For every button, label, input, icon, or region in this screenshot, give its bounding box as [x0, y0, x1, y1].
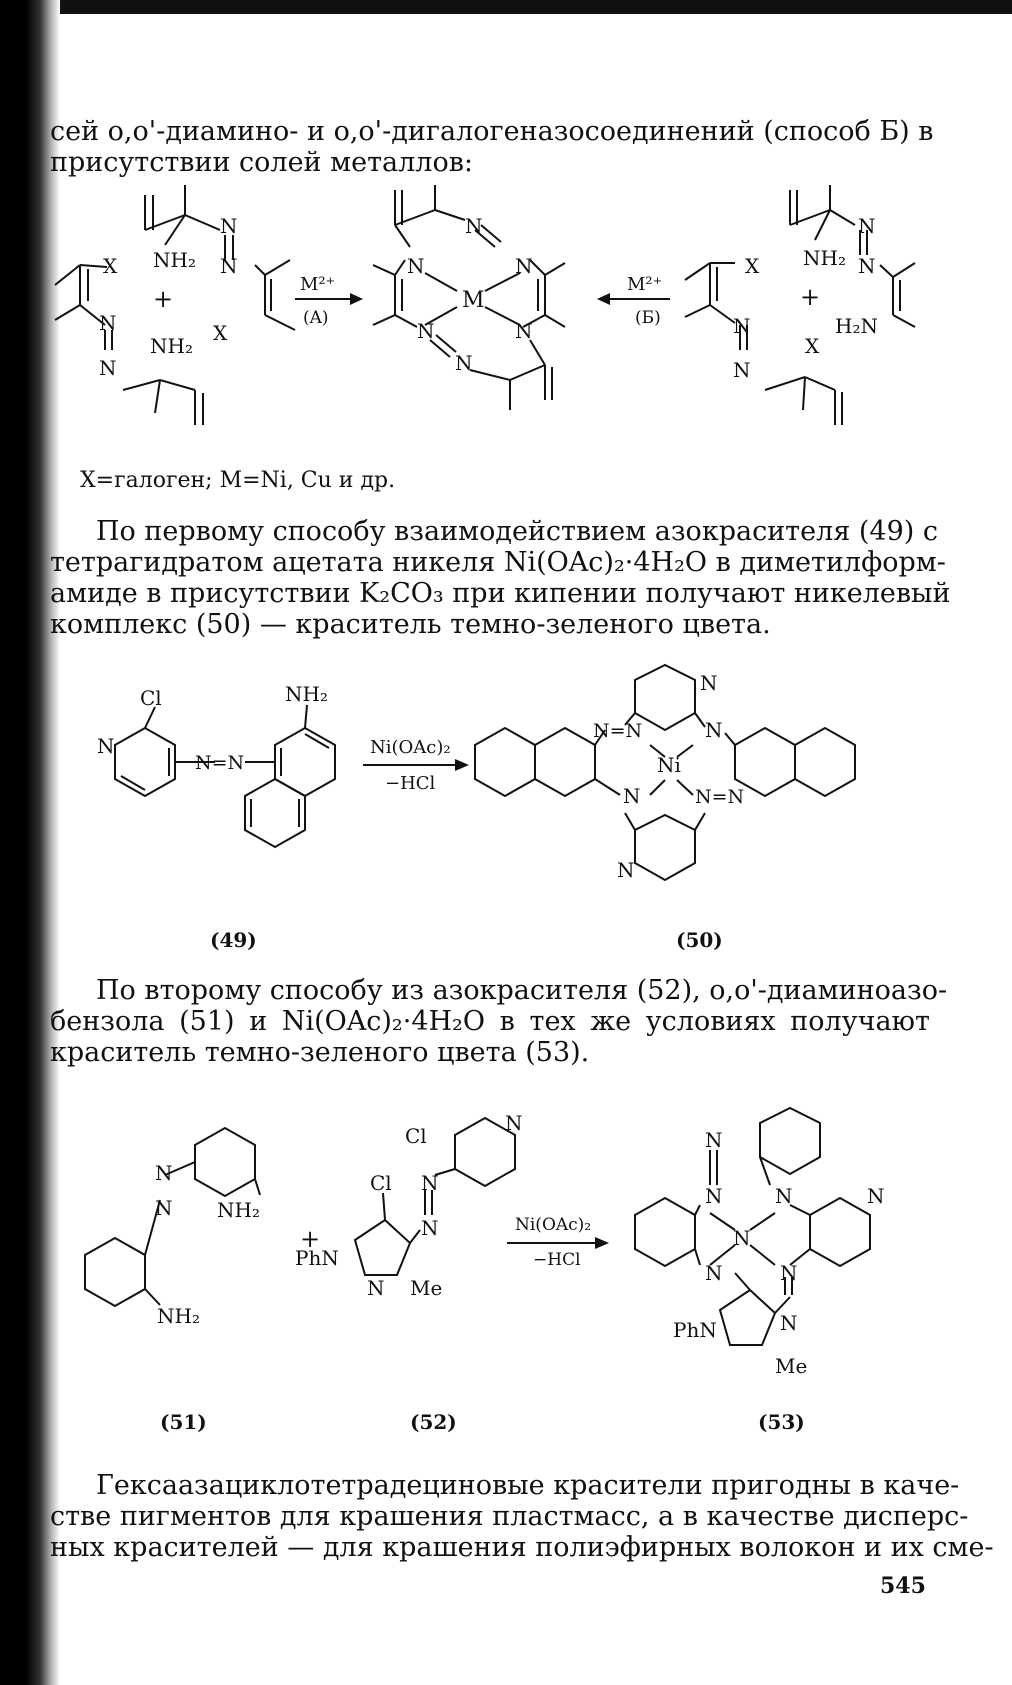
plus-sign: + [153, 285, 174, 313]
atom-label: NH₂ [153, 248, 196, 272]
intro-line: присутствии солей металлов: [50, 147, 474, 178]
plus-sign: + [800, 283, 821, 311]
scheme-49-to-50 [45, 665, 955, 895]
method1-line: По первому способу взаимодействием азокрасителя (49) с [96, 516, 938, 547]
metal-label: M [462, 288, 485, 313]
atom-label: X [805, 334, 820, 358]
method2-paragraph [50, 975, 948, 1068]
method2-line: По второму способу из азокрасителя (52), o,o'-диаминоазо- [96, 975, 948, 1006]
compound-50 [475, 665, 855, 882]
atom-label: Cl [405, 1124, 427, 1148]
atom-label: NH₂ [285, 682, 328, 706]
method1-paragraph [50, 516, 951, 640]
atom-label: N [780, 1261, 798, 1285]
left-reactants [55, 185, 295, 425]
atom-label: N=N [195, 752, 245, 774]
atom-label: N [705, 1128, 723, 1152]
atom-label: N [465, 214, 483, 238]
byproduct-label: −HCl [533, 1250, 581, 1270]
reagent-label: Ni(OAc)₂ [370, 737, 451, 758]
atom-label: NH₂ [803, 246, 846, 270]
route-label: (Б) [635, 308, 661, 328]
route-label: (A) [303, 308, 329, 328]
atom-label: N [505, 1111, 523, 1135]
arrow-route-a [295, 274, 363, 328]
compound-52 [295, 1111, 523, 1300]
compound-label-53: (53) [758, 1410, 805, 1434]
method1-line: тетрагидратом ацетата никеля Ni(OAc)₂·4H₂O в диметилформ- [50, 547, 946, 578]
closing-line: стве пигментов для крашения пластмасс, а в качестве дисперс- [50, 1501, 969, 1532]
closing-paragraph [50, 1470, 994, 1563]
compound-label-52: (52) [410, 1410, 457, 1434]
closing-line: Гексаазациклотетрадециновые красители пригодны в каче- [96, 1470, 960, 1501]
compound-label-49: (49) [210, 928, 257, 952]
atom-label: Cl [370, 1171, 392, 1195]
plus-sign: + [300, 1225, 321, 1253]
reagent-label: M²⁺ [627, 274, 663, 295]
method1-line: комплекс (50) — краситель темно-зеленого цвета. [50, 609, 771, 640]
method2-line: краситель темно-зеленого цвета (53). [50, 1037, 590, 1068]
atom-label: X [103, 254, 118, 278]
atom-label: N [705, 1184, 723, 1208]
method2-line: бензола (51) и Ni(OAc)₂·4H₂O в тех же условиях получают [50, 1006, 930, 1037]
atom-label: N [705, 1261, 723, 1285]
atom-label: Cl [140, 686, 162, 710]
compound-label-50: (50) [676, 928, 723, 952]
page-number: 545 [880, 1573, 926, 1599]
atom-label: N [99, 356, 117, 380]
atom-label: N [417, 319, 435, 343]
atom-label: N [858, 254, 876, 278]
atom-label: N [867, 1184, 885, 1208]
atom-label: N [780, 1311, 798, 1335]
atom-label: N [733, 358, 751, 382]
atom-label: NH₂ [157, 1304, 200, 1328]
atom-label: N [775, 1184, 793, 1208]
compound-label-51: (51) [160, 1410, 207, 1434]
byproduct-label: −HCl [385, 773, 436, 794]
center-macrocycle [373, 185, 565, 410]
atom-label: N [733, 314, 751, 338]
atom-label: N [617, 858, 635, 882]
compound-49 [97, 682, 335, 847]
atom-label: N [623, 784, 641, 808]
atom-label: N=N [593, 720, 643, 742]
intro-paragraph [50, 116, 934, 178]
scheme-macrocycle [45, 185, 955, 465]
atom-label: X [213, 321, 228, 345]
compound-53 [635, 1108, 885, 1378]
atom-label: Me [410, 1276, 443, 1300]
arrow-ni-acetate [507, 1215, 609, 1270]
atom-label: PhN [673, 1318, 717, 1342]
atom-label: N [155, 1196, 173, 1220]
atom-label: H₂N [835, 314, 878, 338]
atom-label: N [367, 1276, 385, 1300]
atom-label: N=N [695, 786, 745, 808]
atom-label: N [407, 254, 425, 278]
reagent-label: Ni(OAc)₂ [515, 1215, 592, 1235]
intro-line: сей o,o'-диамино- и o,o'-дигалогеназосоединений (способ Б) в [50, 116, 934, 147]
arrow-route-b [597, 274, 670, 328]
atom-label: N [858, 214, 876, 238]
metal-label: Ni [657, 753, 681, 777]
method1-line: амиде в присутствии K₂CO₃ при кипении получают никелевый [50, 578, 951, 609]
atom-label: N [220, 214, 238, 238]
atom-label: NH₂ [150, 334, 193, 358]
atom-label: N [515, 319, 533, 343]
atom-label: N [515, 254, 533, 278]
atom-label: Me [775, 1354, 808, 1378]
atom-label: X [745, 254, 760, 278]
top-edge [0, 0, 1012, 14]
atom-label: N [155, 1161, 173, 1185]
compound-51 [85, 1128, 260, 1328]
atom-label: N [97, 734, 115, 758]
atom-label: N [220, 254, 238, 278]
arrow-ni-acetate [363, 737, 469, 794]
atom-label: N [455, 351, 473, 375]
atom-label: N [421, 1216, 439, 1240]
atom-label: N [705, 718, 723, 742]
metal-label: N [733, 1226, 751, 1250]
closing-line: ных красителей — для крашения полиэфирных волокон и их сме- [50, 1532, 994, 1563]
right-reactants [685, 185, 915, 425]
atom-label: N [421, 1171, 439, 1195]
scheme-note: X=галоген; M=Ni, Cu и др. [80, 468, 396, 493]
scheme-51-52-to-53 [45, 1105, 955, 1405]
atom-label: PhN [295, 1246, 339, 1270]
atom-label: N [700, 671, 718, 695]
atom-label: NH₂ [217, 1198, 260, 1222]
reagent-label: M²⁺ [300, 274, 336, 295]
atom-label: N [99, 311, 117, 335]
